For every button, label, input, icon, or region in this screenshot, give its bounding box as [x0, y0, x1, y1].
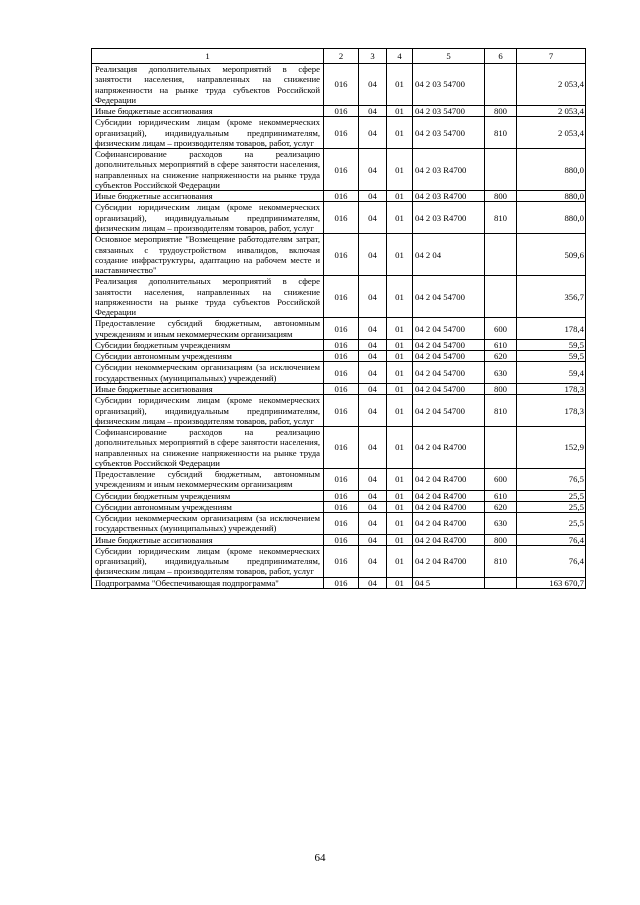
admin-code: 016 [324, 577, 359, 588]
table-row [92, 191, 586, 202]
subsection-code: 01 [387, 234, 413, 276]
section-code: 04 [359, 427, 387, 469]
table-row [92, 427, 586, 469]
subsection-code: 01 [387, 362, 413, 384]
expense-type-code: 810 [485, 202, 517, 234]
expense-type-code: 600 [485, 318, 517, 340]
row-description: Субсидии юридическим лицам (кроме некоммерческих организаций), индивидуальным предпринимателям, физическим лицам – производителям товаров, работ, услуг [92, 545, 324, 577]
target-article-code: 04 2 04 54700 [413, 276, 485, 318]
target-article-code: 04 2 03 54700 [413, 117, 485, 149]
expense-type-code [485, 149, 517, 191]
admin-code: 016 [324, 234, 359, 276]
row-description: Субсидии автономным учреждениям [92, 501, 324, 512]
target-article-code: 04 2 04 R4700 [413, 427, 485, 469]
table-row [92, 318, 586, 340]
expense-type-code: 810 [485, 117, 517, 149]
amount: 178,4 [517, 318, 586, 340]
amount: 59,4 [517, 362, 586, 384]
target-article-code: 04 2 04 R4700 [413, 490, 485, 501]
table-row [92, 490, 586, 501]
target-article-code: 04 2 04 54700 [413, 339, 485, 350]
table-row [92, 513, 586, 535]
expense-type-code: 810 [485, 395, 517, 427]
amount: 2 053,4 [517, 64, 586, 106]
amount: 2 053,4 [517, 106, 586, 117]
expense-type-code: 800 [485, 106, 517, 117]
table-row [92, 501, 586, 512]
admin-code: 016 [324, 351, 359, 362]
amount: 509,6 [517, 234, 586, 276]
admin-code: 016 [324, 490, 359, 501]
expense-type-code [485, 234, 517, 276]
amount: 880,0 [517, 149, 586, 191]
expense-type-code [485, 64, 517, 106]
admin-code: 016 [324, 534, 359, 545]
amount: 152,9 [517, 427, 586, 469]
target-article-code: 04 2 03 54700 [413, 106, 485, 117]
admin-code: 016 [324, 427, 359, 469]
expense-type-code: 610 [485, 490, 517, 501]
section-code: 04 [359, 149, 387, 191]
target-article-code: 04 2 04 54700 [413, 395, 485, 427]
row-description: Субсидии автономным учреждениям [92, 351, 324, 362]
row-description: Основное мероприятие "Возмещение работодателям затрат, связанных с трудоустройством инвалидов, включая создание инфраструктуры, адаптацию на рабочем месте и наставничество" [92, 234, 324, 276]
section-code: 04 [359, 64, 387, 106]
subsection-code: 01 [387, 577, 413, 588]
subsection-code: 01 [387, 469, 413, 491]
row-description: Софинансирование расходов на реализацию дополнительных мероприятий в сфере занятости населения, направленных на снижение напряженности на рынке труда субъектов Российской Федерации [92, 427, 324, 469]
expense-type-code [485, 276, 517, 318]
subsection-code: 01 [387, 490, 413, 501]
section-code: 04 [359, 383, 387, 394]
admin-code: 016 [324, 149, 359, 191]
column-header: 1 [92, 49, 324, 64]
section-code: 04 [359, 276, 387, 318]
table-row [92, 351, 586, 362]
row-description: Иные бюджетные ассигнования [92, 106, 324, 117]
table-row [92, 383, 586, 394]
subsection-code: 01 [387, 117, 413, 149]
subsection-code: 01 [387, 149, 413, 191]
admin-code: 016 [324, 64, 359, 106]
table-row [92, 64, 586, 106]
section-code: 04 [359, 191, 387, 202]
table-row [92, 106, 586, 117]
section-code: 04 [359, 513, 387, 535]
admin-code: 016 [324, 191, 359, 202]
table-row [92, 577, 586, 588]
subsection-code: 01 [387, 427, 413, 469]
amount: 59,5 [517, 339, 586, 350]
admin-code: 016 [324, 383, 359, 394]
admin-code: 016 [324, 501, 359, 512]
admin-code: 016 [324, 469, 359, 491]
table-row [92, 545, 586, 577]
amount: 25,5 [517, 513, 586, 535]
admin-code: 016 [324, 117, 359, 149]
subsection-code: 01 [387, 545, 413, 577]
section-code: 04 [359, 545, 387, 577]
admin-code: 016 [324, 339, 359, 350]
row-description: Подпрограмма "Обеспечивающая подпрограмма" [92, 577, 324, 588]
subsection-code: 01 [387, 64, 413, 106]
subsection-code: 01 [387, 339, 413, 350]
row-description: Иные бюджетные ассигнования [92, 383, 324, 394]
target-article-code: 04 2 04 R4700 [413, 513, 485, 535]
section-code: 04 [359, 117, 387, 149]
amount: 880,0 [517, 202, 586, 234]
subsection-code: 01 [387, 351, 413, 362]
row-description: Субсидии юридическим лицам (кроме некоммерческих организаций), индивидуальным предпринимателям, физическим лицам – производителям товаров, работ, услуг [92, 202, 324, 234]
section-code: 04 [359, 362, 387, 384]
subsection-code: 01 [387, 383, 413, 394]
expense-type-code: 800 [485, 383, 517, 394]
section-code: 04 [359, 490, 387, 501]
table-row [92, 234, 586, 276]
row-description: Иные бюджетные ассигнования [92, 191, 324, 202]
amount: 356,7 [517, 276, 586, 318]
table-row [92, 276, 586, 318]
amount: 25,5 [517, 490, 586, 501]
expense-type-code [485, 577, 517, 588]
admin-code: 016 [324, 318, 359, 340]
table-body [92, 64, 586, 589]
subsection-code: 01 [387, 202, 413, 234]
section-code: 04 [359, 339, 387, 350]
page-number: 64 [314, 852, 326, 864]
amount: 2 053,4 [517, 117, 586, 149]
target-article-code: 04 2 04 R4700 [413, 469, 485, 491]
subsection-code: 01 [387, 395, 413, 427]
amount: 25,5 [517, 501, 586, 512]
table-row [92, 469, 586, 491]
amount: 59,5 [517, 351, 586, 362]
expense-type-code: 620 [485, 351, 517, 362]
admin-code: 016 [324, 276, 359, 318]
amount: 163 670,7 [517, 577, 586, 588]
row-description: Предоставление субсидий бюджетным, автономным учреждениям и иным некоммерческим организациям [92, 469, 324, 491]
table-row [92, 339, 586, 350]
amount: 178,3 [517, 383, 586, 394]
target-article-code: 04 2 04 54700 [413, 362, 485, 384]
column-header: 5 [413, 49, 485, 64]
target-article-code: 04 2 03 R4700 [413, 202, 485, 234]
section-code: 04 [359, 577, 387, 588]
target-article-code: 04 2 04 R4700 [413, 501, 485, 512]
subsection-code: 01 [387, 276, 413, 318]
amount: 880,0 [517, 191, 586, 202]
row-description: Иные бюджетные ассигнования [92, 534, 324, 545]
section-code: 04 [359, 351, 387, 362]
amount: 178,3 [517, 395, 586, 427]
subsection-code: 01 [387, 501, 413, 512]
section-code: 04 [359, 534, 387, 545]
admin-code: 016 [324, 106, 359, 117]
expense-type-code: 810 [485, 545, 517, 577]
target-article-code: 04 2 03 R4700 [413, 149, 485, 191]
row-description: Реализация дополнительных мероприятий в сфере занятости населения, направленных на снижение напряженности на рынке труда субъектов Российской Федерации [92, 276, 324, 318]
section-code: 04 [359, 202, 387, 234]
expense-type-code: 610 [485, 339, 517, 350]
header-row [92, 49, 586, 64]
section-code: 04 [359, 469, 387, 491]
row-description: Предоставление субсидий бюджетным, автономным учреждениям и иным некоммерческим организациям [92, 318, 324, 340]
amount: 76,4 [517, 534, 586, 545]
target-article-code: 04 2 04 54700 [413, 318, 485, 340]
expense-type-code: 620 [485, 501, 517, 512]
section-code: 04 [359, 501, 387, 512]
column-header: 4 [387, 49, 413, 64]
subsection-code: 01 [387, 534, 413, 545]
budget-table [91, 48, 586, 589]
admin-code: 016 [324, 513, 359, 535]
target-article-code: 04 5 [413, 577, 485, 588]
row-description: Субсидии некоммерческим организациям (за исключением государственных (муниципальных) учреждений) [92, 513, 324, 535]
subsection-code: 01 [387, 318, 413, 340]
row-description: Субсидии юридическим лицам (кроме некоммерческих организаций), индивидуальным предпринимателям, физическим лицам – производителям товаров, работ, услуг [92, 395, 324, 427]
admin-code: 016 [324, 395, 359, 427]
admin-code: 016 [324, 545, 359, 577]
section-code: 04 [359, 234, 387, 276]
table-row [92, 117, 586, 149]
row-description: Субсидии некоммерческим организациям (за исключением государственных (муниципальных) учреждений) [92, 362, 324, 384]
table-row [92, 149, 586, 191]
column-header: 6 [485, 49, 517, 64]
section-code: 04 [359, 395, 387, 427]
row-description: Софинансирование расходов на реализацию дополнительных мероприятий в сфере занятости населения, направленных на снижение напряженности на рынке труда субъектов Российской Федерации [92, 149, 324, 191]
target-article-code: 04 2 03 R4700 [413, 191, 485, 202]
target-article-code: 04 2 04 54700 [413, 351, 485, 362]
column-header: 3 [359, 49, 387, 64]
target-article-code: 04 2 04 R4700 [413, 534, 485, 545]
target-article-code: 04 2 04 R4700 [413, 545, 485, 577]
section-code: 04 [359, 106, 387, 117]
column-header: 7 [517, 49, 586, 64]
row-description: Субсидии бюджетным учреждениям [92, 490, 324, 501]
expense-type-code: 630 [485, 362, 517, 384]
expense-type-code: 630 [485, 513, 517, 535]
amount: 76,4 [517, 545, 586, 577]
table-row [92, 534, 586, 545]
table-row [92, 395, 586, 427]
expense-type-code [485, 427, 517, 469]
amount: 76,5 [517, 469, 586, 491]
table-row [92, 202, 586, 234]
expense-type-code: 800 [485, 191, 517, 202]
subsection-code: 01 [387, 106, 413, 117]
section-code: 04 [359, 318, 387, 340]
target-article-code: 04 2 04 [413, 234, 485, 276]
subsection-code: 01 [387, 191, 413, 202]
subsection-code: 01 [387, 513, 413, 535]
target-article-code: 04 2 03 54700 [413, 64, 485, 106]
admin-code: 016 [324, 202, 359, 234]
expense-type-code: 800 [485, 534, 517, 545]
row-description: Субсидии бюджетным учреждениям [92, 339, 324, 350]
row-description: Субсидии юридическим лицам (кроме некоммерческих организаций), индивидуальным предпринимателям, физическим лицам – производителям товаров, работ, услуг [92, 117, 324, 149]
target-article-code: 04 2 04 54700 [413, 383, 485, 394]
column-header: 2 [324, 49, 359, 64]
admin-code: 016 [324, 362, 359, 384]
row-description: Реализация дополнительных мероприятий в сфере занятости населения, направленных на снижение напряженности на рынке труда субъектов Российской Федерации [92, 64, 324, 106]
expense-type-code: 600 [485, 469, 517, 491]
table-row [92, 362, 586, 384]
